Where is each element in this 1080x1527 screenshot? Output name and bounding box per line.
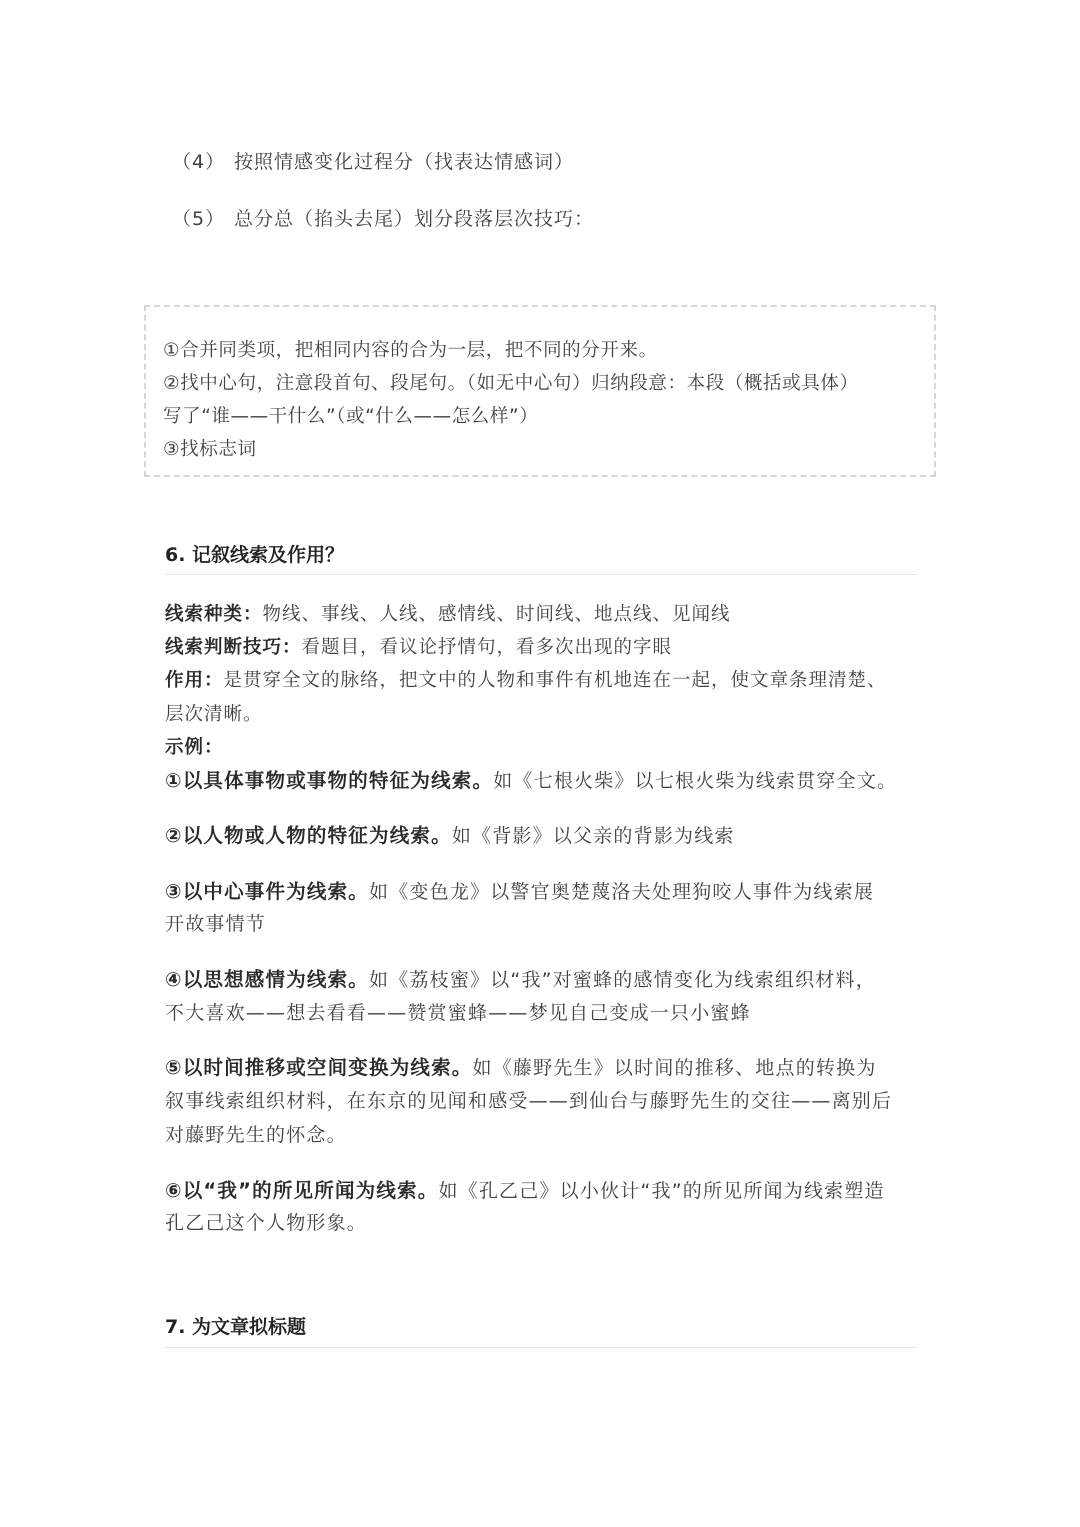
- example-lead: ⑤以时间推移或空间变换为线索。: [165, 1056, 473, 1079]
- example-text: 如《藤野先生》以时间的推移、地点的转换为: [472, 1057, 877, 1079]
- example-text: 如《荔枝蜜》以“我”对蜜蜂的感情变化为线索组织材料，: [369, 969, 876, 991]
- clue-judge-label: 线索判断技巧：: [165, 637, 302, 658]
- example-label-text: 示例：: [165, 737, 224, 758]
- section-divider: [165, 574, 917, 575]
- example-5-continued: 叙事线索组织材料，在东京的见闻和感受——到仙台与藤野先生的交往——离别后: [165, 1090, 893, 1112]
- tip-line: ①合并同类项，把相同内容的合为一层，把不同的分开来。: [163, 340, 658, 361]
- tip-line: ②找中心句，注意段首句、段尾句。（如无中心句）归纳段意：本段（概括或具体）: [163, 373, 859, 394]
- example-label: [165, 733, 224, 759]
- clue-effect: [165, 666, 887, 692]
- tip-line: ③找标志词: [163, 439, 257, 460]
- method-number: （4）: [172, 151, 226, 173]
- section-divider: [165, 1347, 917, 1348]
- method-item-4: [172, 147, 574, 174]
- section-7-title: 7. 为文章拟标题: [165, 1316, 307, 1338]
- example-3: [165, 876, 874, 904]
- example-lead: ①以具体事物或事物的特征为线索。: [165, 769, 494, 792]
- example-text: 如《背影》以父亲的背影为线索: [451, 825, 735, 847]
- clue-effect-label: 作用：: [165, 670, 224, 691]
- example-lead: ④以思想感情为线索。: [165, 968, 370, 991]
- example-1: [165, 765, 897, 793]
- example-text: 如《七根火柴》以七根火柴为线索贯穿全文。: [493, 770, 898, 792]
- example-text: 如《孔乙己》以小伙计“我”的所见所闻为线索塑造: [438, 1180, 885, 1202]
- method-text: 总分总（掐头去尾）划分段落层次技巧：: [234, 208, 595, 230]
- example-5-continued-2: 对藤野先生的怀念。: [165, 1124, 347, 1146]
- method-number: （5）: [172, 208, 226, 230]
- example-5: [165, 1052, 877, 1080]
- clue-judge-text: 看题目，看议论抒情句，看多次出现的字眼: [301, 637, 673, 658]
- method-item-5: [172, 204, 594, 231]
- method-text: 按照情感变化过程分（找表达情感词）: [234, 151, 575, 173]
- example-lead: ②以人物或人物的特征为线索。: [165, 824, 452, 847]
- clue-effect-text: 是贯穿全文的脉络，把文中的人物和事件有机地连在一起，使文章条理清楚、: [223, 670, 887, 691]
- example-text: 如《变色龙》以警官奥楚蔑洛夫处理狗咬人事件为线索展: [369, 881, 875, 903]
- tip-line: 写了“谁——干什么”（或“什么——怎么样”）: [163, 406, 539, 427]
- clue-effect-continued: 层次清晰。: [165, 704, 263, 725]
- example-lead: ⑥以“我”的所见所闻为线索。: [165, 1179, 439, 1202]
- example-6: [165, 1175, 885, 1203]
- example-3-continued: 开故事情节: [165, 913, 267, 935]
- clue-judge: [165, 633, 672, 659]
- clue-types-label: 线索种类：: [165, 604, 263, 625]
- example-4: [165, 964, 876, 992]
- example-6-continued: 孔乙己这个人物形象。: [165, 1212, 368, 1234]
- example-4-continued: 不大喜欢——想去看看——赞赏蜜蜂——梦见自己变成一只小蜜蜂: [165, 1002, 751, 1024]
- section-6-title: 6. 记叙线索及作用？: [165, 544, 345, 566]
- clue-types: [165, 600, 731, 626]
- example-lead: ③以中心事件为线索。: [165, 880, 370, 903]
- clue-types-text: 物线、事线、人线、感情线、时间线、地点线、见闻线: [262, 604, 731, 625]
- example-2: [165, 820, 735, 848]
